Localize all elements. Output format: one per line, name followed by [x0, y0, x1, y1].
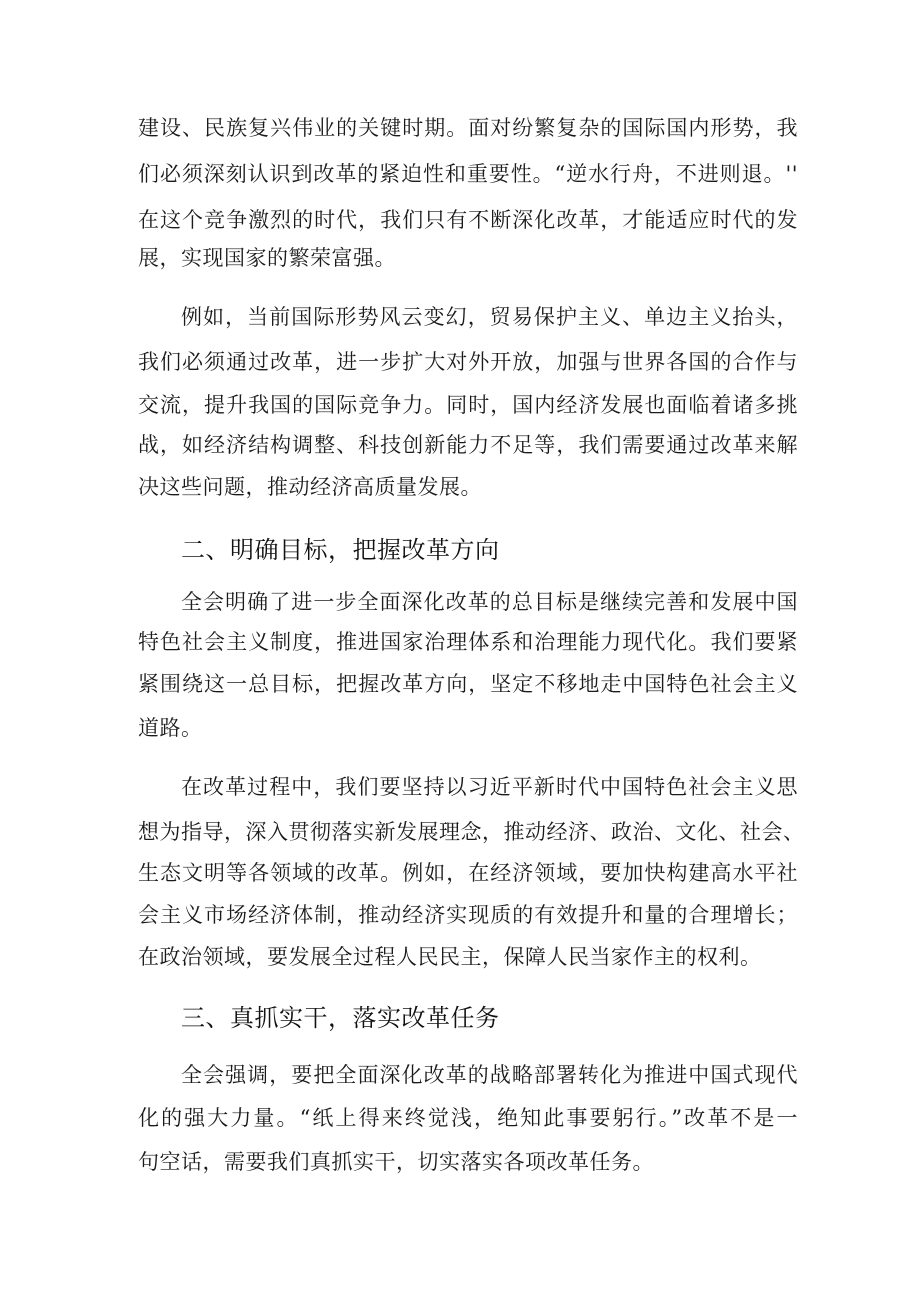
paragraph-4-line-2: 想为指导，深入贯彻落实新发展理念，推动经济、政治、文化、社会、: [138, 820, 805, 844]
paragraph-1-line-2: 们必须深刻认识到改革的紧迫性和重要性。“逆水行舟，不进则退。'': [138, 162, 798, 186]
paragraph-4-line-4: 会主义市场经济体制，推动经济实现质的有效提升和量的合理增长；: [138, 903, 798, 927]
paragraph-3-line-2: 特色社会主义制度，推进国家治理体系和治理能力现代化。我们要紧: [138, 630, 798, 654]
section-heading-3: 三、真抓实干，落实改革任务: [181, 1004, 500, 1032]
paragraph-4-line-1: 在改革过程中，我们要坚持以习近平新时代中国特色社会主义思: [181, 775, 798, 799]
paragraph-5-line-3: 句空话，需要我们真抓实干，切实落实各项改革任务。: [138, 1150, 654, 1174]
section-heading-2: 二、明确目标，把握改革方向: [181, 536, 500, 564]
paragraph-3-line-4: 道路。: [138, 716, 203, 740]
paragraph-2-line-1: 例如，当前国际形势风云变幻，贸易保护主义、单边主义抬头，: [181, 305, 798, 329]
paragraph-2-line-5: 决这些问题，推动经济高质量发展。: [138, 475, 482, 499]
paragraph-3-line-3: 紧围绕这一总目标，把握改革方向，坚定不移地走中国特色社会主义: [138, 672, 798, 696]
paragraph-1-line-4: 展，实现国家的繁荣富强。: [138, 246, 396, 270]
paragraph-1-line-1: 建设、民族复兴伟业的关键时期。面对纷繁复杂的国际国内形势，我: [138, 116, 798, 140]
paragraph-5-line-1: 全会强调，要把全面深化改革的战略部署转化为推进中国式现代: [181, 1063, 798, 1087]
paragraph-4-line-5: 在政治领域，要发展全过程人民民主，保障人民当家作主的权利。: [138, 945, 762, 969]
paragraph-1-line-3: 在这个竞争激烈的时代，我们只有不断深化改革，才能适应时代的发: [138, 208, 798, 232]
paragraph-5-line-2: 化的强大力量。“纸上得来终觉浅，绝知此事要躬行。”改革不是一: [138, 1106, 798, 1130]
paragraph-2-line-3: 交流，提升我国的国际竞争力。同时，国内经济发展也面临着诸多挑: [138, 393, 798, 417]
paragraph-2-line-4: 战，如经济结构调整、科技创新能力不足等，我们需要通过改革来解: [138, 433, 798, 457]
paragraph-3-line-1: 全会明确了进一步全面深化改革的总目标是继续完善和发展中国: [181, 590, 798, 614]
paragraph-4-line-3: 生态文明等各领域的改革。例如，在经济领域，要加快构建高水平社: [138, 861, 798, 885]
paragraph-2-line-2: 我们必须通过改革，进一步扩大对外开放，加强与世界各国的合作与: [138, 350, 798, 374]
